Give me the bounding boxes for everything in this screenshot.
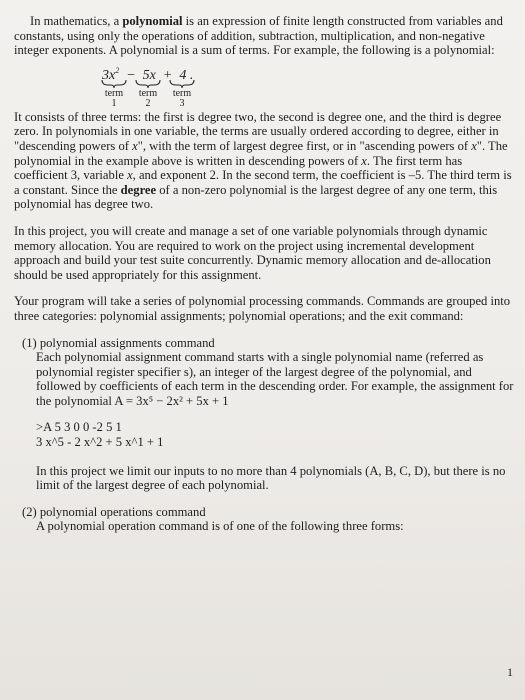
section-assignments: [22, 336, 515, 493]
section-operations: [22, 505, 515, 534]
section1-body: Each polynomial assignment command starts with a single polynomial name (referred as polynomial register specifier s), an integer of the largest degree of the polynomial, and followed by coefficients of each term in the descending order. For example, the assignment for the polynomial A = 3x⁵ − 2x² + 5x + 1: [36, 350, 514, 408]
command-example-input: >A 5 3 0 0 -2 5 1: [36, 420, 122, 435]
terms-paragraph: It consists of three terms: the first is degree two, the second is degree one, and the third is degree zero. In polynomials in one variable, the terms are usually ordered according to degree, either in "descending powers of x", with the term of largest degree first, or in "ascending powers of x". The polynomial in the example above is written in descending powers of x. The first term has coefficient 3, variable x, and exponent 2. In the second term, the coefficient is –5. The third term is a constant. Since the degree of a non-zero polynomial is the largest degree of any one term, this polynomial has degree two.: [14, 109, 512, 212]
section2-heading: (2) polynomial operations command: [22, 504, 206, 519]
limit-paragraph: In this project we limit our inputs to no more than 4 polynomials (A, B, C, D), but there is no limit of the largest degree of each polynomial.: [36, 463, 506, 493]
term-label-3: term 3: [172, 87, 192, 109]
section1-formula: 3x⁵ − 2x² + 5x + 1: [136, 393, 229, 408]
section2-body: A polynomial operation command is of one of the following three forms:: [36, 519, 404, 534]
project-paragraph: In this project, you will create and manage a set of one variable polynomials through dynamic memory allocation. You are required to work on the project using incremental development approach and build your test suite concurrently. Dynamic memory allocation and de-allocation should be used appropriately for this assignment.: [14, 223, 491, 282]
intro-paragraph: In mathematics, a polynomial is an expression of finite length constructed from variables and constants, using only the operations of addition, subtraction, multiplication, and non-negative integer exponents. A polynomial is a sum of terms. For example, the following is a polynomial:: [14, 14, 503, 58]
term-label-2: term 2: [138, 87, 158, 109]
page-number: 1: [507, 665, 513, 680]
term-label-1: term 1: [104, 87, 124, 109]
equation-text: $3x^2 - 5x + 4$ .: [102, 65, 194, 83]
polynomial-term: polynomial: [122, 14, 183, 28]
degree-term: degree: [120, 182, 157, 197]
section1-heading: (1) polynomial assignments command: [22, 335, 215, 350]
program-paragraph: Your program will take a series of polynomial processing commands. Commands are grouped into three categories: polynomial assignments; polynomial operations; and the exit command:: [14, 294, 511, 323]
command-example-output: 3 x^5 - 2 x^2 + 5 x^1 + 1: [36, 435, 164, 450]
polynomial-example: [14, 62, 515, 110]
